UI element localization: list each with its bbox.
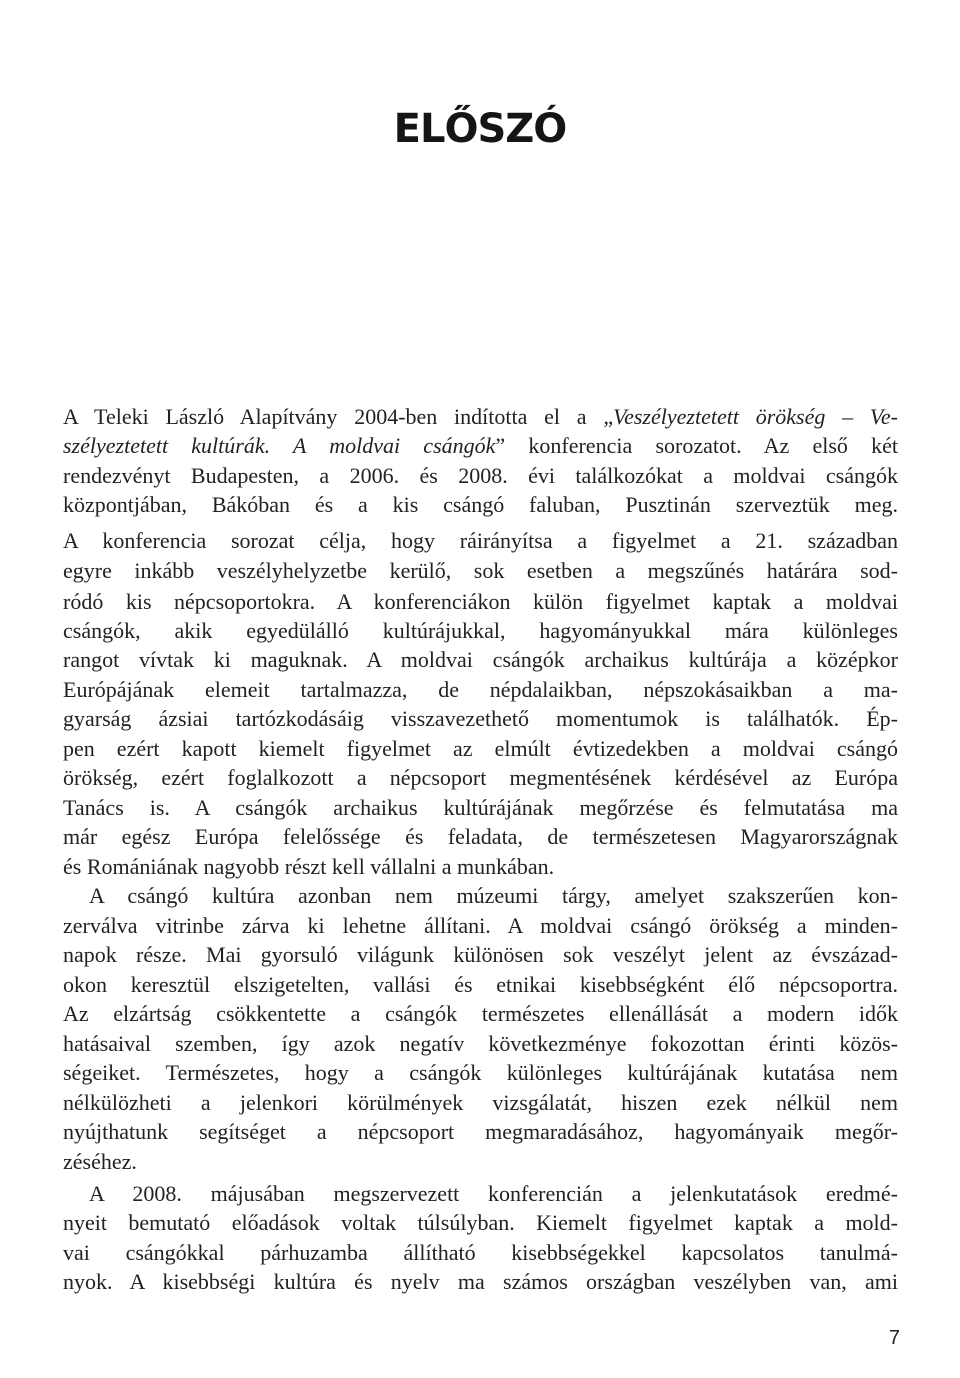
text-line [63, 432, 898, 460]
text-line: rangot vívtak ki maguknak. A moldvai csángók archaikus kultúrája a középkor [63, 647, 898, 672]
text-line: egyre inkább veszélyhelyzetbe kerülő, sok esetben a megszűnés határára sod- [63, 558, 898, 583]
text-line: pen ezért kapott kiemelt figyelmet az elmúlt évtizedekben a moldvai csángó [63, 736, 898, 761]
text-line: örökség, ezért foglalkozott a népcsoport megmentésének kérdésével az Európa [63, 765, 898, 790]
text-line: ségeiket. Természetes, hogy a csángók különleges kultúrájának kutatása nem [63, 1060, 898, 1085]
text-line: A csángó kultúra azonban nem múzeumi tárgy, amelyet szakszerűen kon- [89, 883, 898, 908]
text-line: vai csángókkal párhuzamba állítható kisebbségekkel kapcsolatos tanulmá- [63, 1240, 898, 1265]
text-line: Az elzártság csökkentette a csángók természetes ellenállását a modern idők [63, 1001, 898, 1026]
text-line: rendezvényt Budapesten, a 2006. és 2008. évi találkozókat a moldvai csángók [63, 463, 898, 488]
text-line: okon keresztül elszigetelten, vallási és etnikai kisebbségként élő népcsoportra. [63, 972, 898, 997]
page-number: 7 [888, 1327, 900, 1349]
text-line: zerválva vitrinbe zárva ki lehetne állítani. A moldvai csángó örökség a minden- [63, 913, 898, 938]
text-segment: ” konferencia sorozatot. Az első két [495, 433, 899, 458]
text-line: nyeit bemutató előadások voltak túlsúlyban. Kiemelt figyelmet kaptak a mold- [63, 1210, 898, 1235]
text-line: és Romániának nagyobb részt kell vállalni a munkában. [63, 854, 555, 879]
text-line: ródó kis népcsoportokra. A konferenciákon külön figyelmet kaptak a moldvai [63, 589, 898, 614]
text-line: központjában, Bákóban és a kis csángó faluban, Pusztinán szerveztük meg. [63, 492, 898, 517]
text-line: csángók, akik egyedülálló kultúrájukkal, hagyományukkal mára különleges [63, 618, 898, 643]
text-segment: A Teleki László Alapítvány 2004-ben indította el a „ [63, 404, 614, 429]
text-line: nyok. A kisebbségi kultúra és nyelv ma számos országban veszélyben van, ami [63, 1269, 898, 1294]
text-line: A 2008. májusában megszervezett konferencián a jelenkutatások eredmé- [89, 1181, 898, 1206]
text-line: zéséhez. [63, 1149, 137, 1174]
text-line: nélkülözheti a jelenkori körülmények vizsgálatát, hiszen ezek nélkül nem [63, 1090, 898, 1115]
text-line: napok része. Mai gyorsuló világunk különösen sok veszélyt jelent az évszázad- [63, 942, 898, 967]
text-line [63, 403, 898, 431]
text-line: nyújthatunk segítséget a népcsoport megmaradásához, hagyományaik megőr- [63, 1119, 898, 1144]
text-line: hatásaival szemben, így azok negatív következménye fokozottan érinti közös- [63, 1031, 898, 1056]
italic-title: szélyeztetett kultúrák. A moldvai csángók [63, 433, 496, 458]
text-line: Európájának elemeit tartalmazza, de népdalaikban, népszokásaikban a ma- [63, 677, 898, 702]
text-line: Tanács is. A csángók archaikus kultúrájának megőrzése és felmutatása ma [63, 795, 898, 820]
italic-title: Veszélyeztetett örökség – Ve- [613, 404, 899, 429]
text-line: gyarság ázsiai tartózkodásáig visszavezethető momentumok is találhatók. Ép- [63, 706, 898, 731]
page-title: ELŐSZÓ [393, 106, 567, 152]
text-line: A konferencia sorozat célja, hogy ráirányítsa a figyelmet a 21. században [63, 528, 898, 553]
text-line: már egész Európa felelőssége és feladata, de természetesen Magyarországnak [63, 824, 898, 849]
